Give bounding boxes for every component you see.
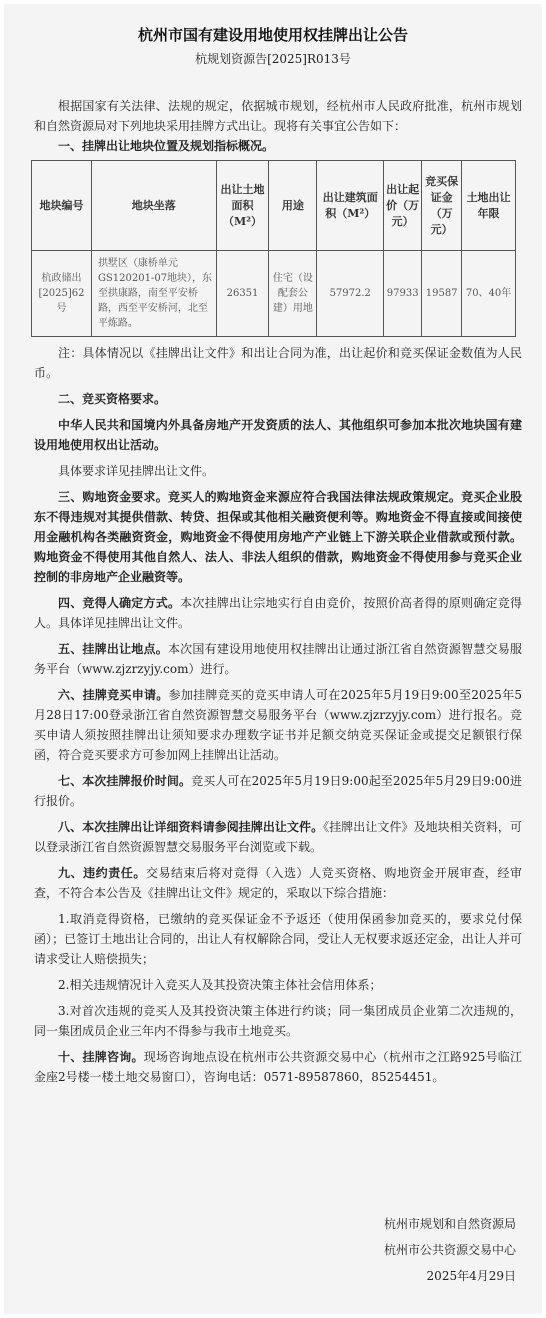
table-header-row xyxy=(32,161,516,251)
deposit-cell: 19587 xyxy=(422,251,462,337)
issue-date: 2025年4月29日 xyxy=(426,1269,516,1283)
section6-heading: 六、挂牌竞买申请。 xyxy=(58,688,169,702)
table-header-cell: 土地出让年限 xyxy=(462,161,516,251)
page-title: 杭州市国有建设用地使用权挂牌出让公告 xyxy=(137,26,408,44)
land-area-cell: 26351 xyxy=(216,251,269,337)
section8-text: 《挂牌出让文件》及地块相关资料，可以登录浙江省自然资源智慧交易服务平台浏览或下载。 xyxy=(34,820,522,854)
section8-heading: 八、本次挂牌出让详细资料请参阅挂牌出让文件。 xyxy=(58,820,324,834)
section8-paragraph xyxy=(4,817,542,857)
parcel-table xyxy=(31,160,516,337)
document-number: 杭规划资源告[2025]R013号 xyxy=(195,52,351,66)
section2-detail: 具体要求详见挂牌出让文件。 xyxy=(58,464,215,478)
section9-item: 3.对首次违规的竞买人及其投资决策主体进行约谈；同一集团成员企业第二次违规的，同一集团成员企业三年内不得参与我市土地竞买。 xyxy=(34,1004,522,1038)
land-use-cell: 住宅（设配套公建）用地 xyxy=(269,251,317,337)
section9-item: 2.相关违规情况计入竞买人及其投资决策主体社会信用体系； xyxy=(58,978,382,992)
section7-heading: 七、本次挂牌报价时间。 xyxy=(58,774,192,788)
section7-text: 竞买人可在2025年5月19日9:00起至2025年5月29日9:00进行报价。 xyxy=(34,774,522,808)
parcel-id-cell: 杭政储出[2025]62号 xyxy=(32,251,92,337)
table-header-cell: 出让建筑面积（M²） xyxy=(317,161,384,251)
section9-heading: 九、违约责任。 xyxy=(58,866,146,880)
starting-price-cell: 97933 xyxy=(384,251,422,337)
intro-paragraph: 根据国家有关法律、法规的规定，依据城市规划，经杭州市人民政府批准，杭州市规划和自然资源局对下列地块采用挂牌方式出让。现将有关事宜公告如下： xyxy=(34,99,522,133)
issuer-exchange-center: 杭州市公共资源交易中心 xyxy=(383,1243,516,1257)
table-header-cell: 地块坐落 xyxy=(91,161,216,251)
section9-paragraph xyxy=(4,863,542,903)
section10-text: 现场咨询地点设在杭州市公共资源交易中心（杭州市之江路925号临江金座2号楼一楼土地交易窗口），咨询电话：0571-89587860，85254451。 xyxy=(34,1050,522,1084)
section9-item: 1.取消竞得资格，已缴纳的竞买保证金不予返还（使用保函参加竞买的，要求兑付保函）；已签订土地出让合同的，出让人有权解除合同，受让人无权要求返还定金，出让人并可请求受让人赔偿损失； xyxy=(34,912,522,966)
table-header-cell: 地块编号 xyxy=(32,161,92,251)
section5-text: 本次国有建设用地使用权挂牌出让通过浙江省自然资源智慧交易服务平台（www.zjzrzyjy.com）进行。 xyxy=(34,642,522,676)
issuer-bureau: 杭州市规划和自然资源局 xyxy=(383,1217,516,1231)
table-header-cell: 出让土地面积（M²） xyxy=(216,161,269,251)
table-header-cell: 用途 xyxy=(269,161,317,251)
section7-paragraph xyxy=(4,771,542,811)
section4-text: 本次挂牌出让宗地实行自由竞价，按照价高者得的原则确定竞得人。具体详见挂牌出让文件。 xyxy=(34,596,522,630)
section4-paragraph xyxy=(4,593,542,633)
section2-heading: 二、竞买资格要求。 xyxy=(58,392,167,406)
table-header-cell: 竞买保证金（万元） xyxy=(422,161,462,251)
section3-paragraph: 三、购地资金要求。竞买人的购地资金来源应符合我国法律法规政策规定。竞买企业股东不得违规对其提供借款、转贷、担保或其他相关融资便利等。购地资金不得直接或间接使用金融机构各类融资资金，购地资金不得使用房地产产业链上下游关联企业借款或预付款。购地资金不得使用其他自然人、法人、非法人组织的借款，购地资金不得使用参与竞买企业控制的非房地产企业融资等。 xyxy=(34,490,522,584)
section5-heading: 五、挂牌出让地点。 xyxy=(58,642,168,656)
announcement-page xyxy=(4,4,542,1314)
section10-paragraph xyxy=(4,1047,542,1087)
term-cell: 70、40年 xyxy=(462,251,516,337)
announcement-body xyxy=(4,96,542,1087)
section4-heading: 四、竞得人确定方式。 xyxy=(58,596,181,610)
section9-text: 交易结束后将对竞得（入选）人竞买资格、购地资金开展审查，经审查，不符合本公告及《挂牌出让文件》规定的，采取以下综合措施： xyxy=(34,866,522,900)
section10-heading: 十、挂牌咨询。 xyxy=(58,1050,144,1064)
building-area-cell: 57972.2 xyxy=(317,251,384,337)
section6-text: 参加挂牌竞买的竞买申请人可在2025年5月19日9:00至2025年5月28日17:00登录浙江省自然资源智慧交易服务平台（www.zjzrzyjy.com）进行报名。竞买申请人须按照挂牌出让须知要求办理数字证书并足额交纳竞买保证金或提交足额银行保函，符合竞买要求方可参加网上挂牌出让活动。 xyxy=(34,688,522,762)
table-header-cell: 出让起价（万元） xyxy=(384,161,422,251)
section2-eligibility: 中华人民共和国境内外具备房地产开发资质的法人、其他组织可参加本批次地块国有建设用地使用权出让活动。 xyxy=(34,418,522,452)
table-note: 注：具体情况以《挂牌出让文件》和出让合同为准，出让起价和竞买保证金数值为人民币。 xyxy=(34,346,522,380)
table-row xyxy=(32,251,516,337)
parcel-location-cell: 拱墅区（康桥单元GS120201-07地块），东至拱康路，南至平安桥路，西至平安桥河，北至平炼路。 xyxy=(91,251,216,337)
section1-heading: 一、挂牌出让地块位置及规划指标概况。 xyxy=(58,139,275,153)
section6-paragraph xyxy=(4,685,542,765)
section5-paragraph xyxy=(4,639,542,679)
